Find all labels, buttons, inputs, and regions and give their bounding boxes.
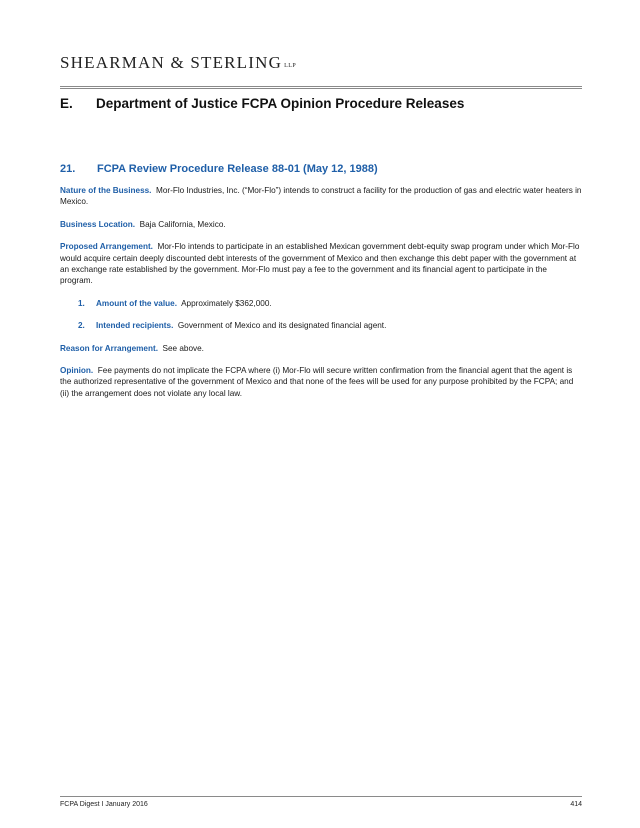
nature-paragraph	[60, 185, 582, 208]
amount-text: Approximately $362,000.	[181, 298, 272, 308]
footer-publication: FCPA Digest I January 2016	[60, 801, 148, 808]
nature-text: Mor-Flo Industries, Inc. (“Mor-Flo”) intends to construct a facility for the production of gas and electric water heaters in Mexico.	[60, 186, 582, 207]
firm-name: SHEARMAN & STERLING	[60, 53, 283, 72]
footer-rule	[60, 796, 582, 797]
recipients-lead: Intended recipients.	[96, 321, 174, 331]
nature-lead: Nature of the Business.	[60, 186, 152, 195]
location-paragraph	[60, 219, 582, 230]
release-number: 21.	[60, 163, 76, 175]
section-number: E.	[60, 96, 73, 111]
page-number: 414	[570, 801, 582, 808]
location-lead: Business Location.	[60, 219, 136, 229]
opinion-lead: Opinion.	[60, 366, 94, 376]
firm-logo	[60, 53, 296, 73]
release-heading	[60, 163, 378, 175]
reason-lead: Reason for Arrangement.	[60, 343, 158, 353]
recipients-text: Government of Mexico and its designated financial agent.	[177, 321, 387, 331]
arrangement-paragraph	[60, 241, 582, 287]
list-item-amount	[78, 298, 582, 309]
list-number: 1.	[78, 298, 85, 308]
firm-suffix: LLP	[284, 63, 297, 69]
list-number: 2.	[78, 321, 85, 331]
header-rule	[60, 86, 582, 89]
section-heading	[60, 96, 464, 111]
release-body	[60, 185, 582, 410]
list-item-recipients	[78, 320, 582, 331]
location-text: Baja California, Mexico.	[139, 219, 226, 229]
section-title: Department of Justice FCPA Opinion Procedure Releases	[96, 96, 465, 111]
arrangement-lead: Proposed Arrangement.	[60, 242, 153, 252]
release-title: FCPA Review Procedure Release 88-01 (May 12, 1988)	[97, 163, 378, 175]
opinion-paragraph	[60, 365, 582, 399]
reason-paragraph	[60, 343, 582, 354]
reason-text: See above.	[162, 343, 204, 353]
amount-lead: Amount of the value.	[96, 298, 177, 308]
arrangement-text: Mor-Flo intends to participate in an established Mexican government debt-equity swap program under which Mor-Flo would acquire certain deeply discounted debt interests of the government of Mexico and then exchange this debt paper with the government at an exchange rate established by the government. Mor-Flo must pay a fee to the government and its financial agent to participate in the program.	[60, 242, 580, 286]
opinion-text: Fee payments do not implicate the FCPA where (i) Mor-Flo will secure written confirmation from the financial agent that the agent is the authorized representative of the government of Mexico and that none of the fees will be used for any purpose prohibited by the FCPA; and (ii) the arrangement does not violate any local law.	[60, 366, 574, 398]
